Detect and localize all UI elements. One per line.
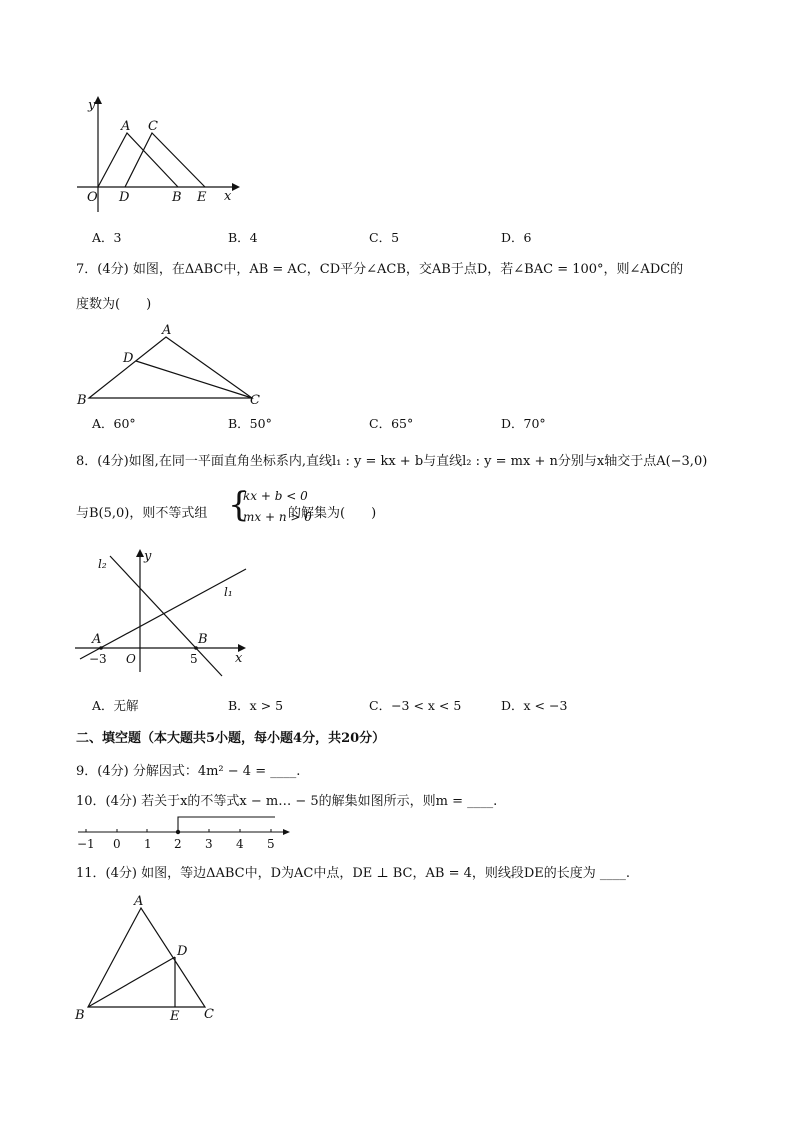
q8-label-y: y <box>144 549 152 564</box>
section-2-heading: 二、填空题（本大题共5小题，每小题4分，共20分） <box>76 731 386 746</box>
tick-label: 2 <box>174 837 182 851</box>
tick-label: 3 <box>205 837 213 851</box>
q8-label-o: O <box>126 652 136 666</box>
q8-inequality-1: kx + b < 0 <box>243 489 308 503</box>
fig1-label-b: B <box>172 190 182 205</box>
q7-stem-line1: 7．(4分) 如图，在ΔABC中，AB = AC，CD平分∠ACB，交AB于点D，若∠BAC = 100°，则∠ADC的 <box>76 262 684 277</box>
q8-label-l2: l₂ <box>98 557 107 571</box>
q11-label-d: D <box>177 944 188 959</box>
q7-stem-line2: 度数为( ) <box>76 297 152 312</box>
q8-label-l1: l₁ <box>224 585 233 599</box>
q7-label-c: C <box>250 393 260 408</box>
q8-stem-line2-pre: 与B(5,0)，则不等式组 <box>76 506 208 521</box>
q6-option-b: B．4 <box>228 230 258 245</box>
q8-label-neg3: −3 <box>89 652 107 666</box>
q8-inequality-2: mx + n > 0 <box>243 510 312 524</box>
fig1-label-c: C <box>148 119 158 134</box>
q9-stem: 9．(4分) 分解因式：4m² − 4 = ____. <box>76 764 301 779</box>
tick-label: −1 <box>77 837 95 851</box>
q8-option-b: B．x > 5 <box>228 698 284 713</box>
fig1-label-d: D <box>119 190 130 205</box>
q6-option-d: D．6 <box>501 230 532 245</box>
q8-option-a: A．无解 <box>92 698 139 713</box>
q6-option-a: A．3 <box>92 230 122 245</box>
q11-label-e: E <box>170 1009 180 1024</box>
inequality-brace: { <box>228 485 250 525</box>
q7-option-b: B．50° <box>228 416 272 431</box>
q8-label-x: x <box>235 651 243 666</box>
triangle-abc <box>88 908 205 1007</box>
q7-option-d: D．70° <box>501 416 546 431</box>
q8-label-5: 5 <box>190 652 198 666</box>
q7-option-c: C．65° <box>369 416 414 431</box>
q7-label-a: A <box>162 323 172 338</box>
q7-label-b: B <box>77 393 87 408</box>
fig1-label-o: O <box>87 190 98 205</box>
q11-label-b: B <box>75 1008 85 1023</box>
fig1-label-y: y <box>88 98 96 113</box>
q8-stem-line2-post: 的解集为( ) <box>288 506 377 521</box>
fig1-label-e: E <box>197 190 207 205</box>
q10-stem: 10．(4分) 若关于x的不等式x − m… − 5的解集如图所示，则m = ____. <box>76 794 498 809</box>
fig1-label-x: x <box>224 189 232 204</box>
tick-label: 1 <box>144 837 152 851</box>
q11-stem: 11．(4分) 如图，等边ΔABC中，D为AC中点，DE ⊥ BC，AB = 4，则线段DE的长度为 ____. <box>76 866 631 881</box>
q11-label-c: C <box>204 1007 214 1022</box>
q11-label-a: A <box>134 894 144 909</box>
q6-option-c: C．5 <box>369 230 400 245</box>
q8-option-c: C．−3 < x < 5 <box>369 698 462 713</box>
q8-label-b: B <box>198 632 208 647</box>
q8-label-a: A <box>92 632 102 647</box>
tick-label: 4 <box>236 837 244 851</box>
tick-label: 5 <box>267 837 275 851</box>
q7-option-a: A．60° <box>92 416 136 431</box>
fig1-label-a: A <box>121 119 131 134</box>
q8-stem-line1: 8．(4分)如图,在同一平面直角坐标系内,直线l₁ : y = kx + b与直线l₂ : y = mx + n分别与x轴交于点A(−3,0) <box>76 454 708 469</box>
q7-label-d: D <box>123 351 134 366</box>
q8-option-d: D．x < −3 <box>501 698 568 713</box>
tick-label: 0 <box>113 837 121 851</box>
